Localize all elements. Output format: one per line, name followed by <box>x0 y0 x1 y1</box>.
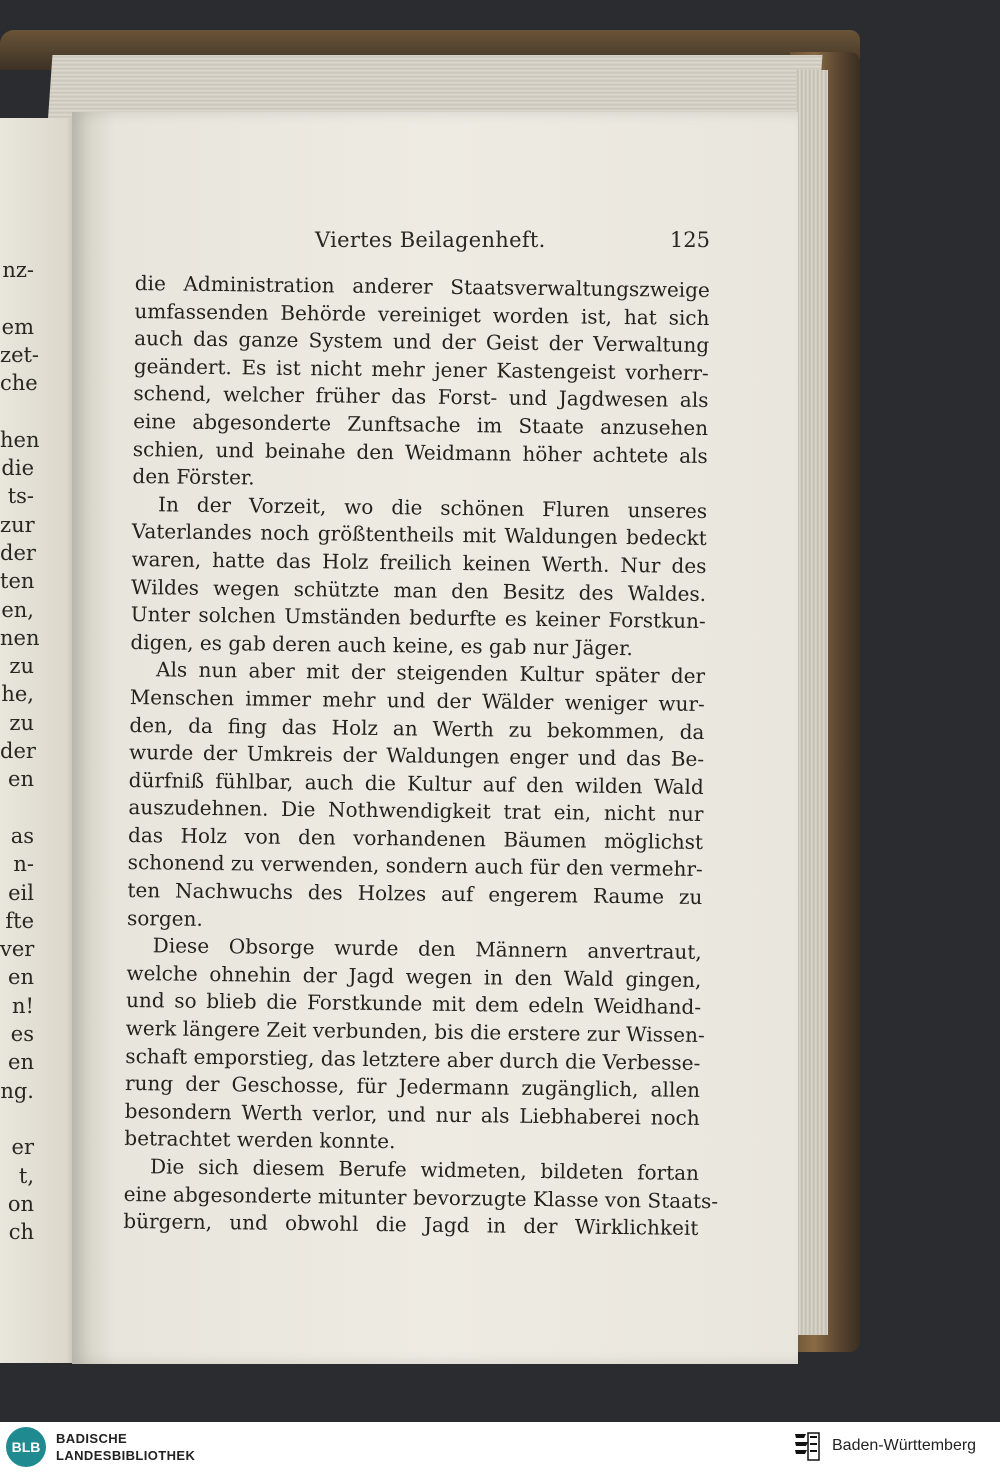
text-line: Wildes wegen schützte man den Besitz des Waldes. <box>130 574 707 606</box>
text-line: Menschen immer mehr und der Wälder weniger wur- <box>129 684 705 716</box>
text-line: besondern Werth verlor, und nur als Liebhaberei noch <box>124 1098 700 1130</box>
text-line: schonend zu verwenden, sondern auch für den vermehr- <box>127 850 703 882</box>
left-page-fragment: der <box>0 739 36 764</box>
left-page-fragment: n- <box>13 852 34 877</box>
text-line: die Administration anderer Staatsverwaltungszweige <box>134 270 710 303</box>
text-line: und so blieb die Forstkunde mit dem edeln Weidhand- <box>125 988 702 1020</box>
left-page-fragment: n! <box>12 993 34 1018</box>
text-line: digen, es gab deren auch keine, es gab nur Jäger. <box>130 629 633 660</box>
left-page-fragment: nz- <box>2 258 34 282</box>
left-page-fragment: ts- <box>7 484 34 509</box>
blb-logo[interactable]: BLB <box>6 1427 46 1467</box>
text-line: geändert. Es ist nicht mehr jener Kastengeist vorherr- <box>133 353 709 385</box>
left-page-fragment <box>0 794 34 822</box>
left-page-fragment: zu <box>9 654 34 679</box>
left-page-fragment: eil <box>8 880 34 905</box>
text-line: wurde der Umkreis der Waldungen enger und das Be- <box>128 740 705 772</box>
text-line: welche ohnehin der Jagd wegen in den Wald gingen, <box>126 960 702 992</box>
text-line: Unter solchen Umständen bedurfte es keiner Forstkun- <box>130 602 706 634</box>
left-page-text-fragments <box>0 256 40 1246</box>
left-page-fragment: ten <box>0 569 35 594</box>
left-page-fragment: nen <box>0 625 40 650</box>
text-line: ten Nachwuchs des Holzes auf engerem Raume zu <box>127 878 703 910</box>
left-page-fragment <box>0 284 34 312</box>
left-page-fragment: zu <box>9 710 34 735</box>
left-page-fragment: es <box>10 1022 34 1047</box>
library-name[interactable] <box>56 1430 195 1464</box>
left-page-fragment: ch <box>8 1220 34 1245</box>
text-line: schaft emporstieg, das letztere aber durch die Verbesse- <box>125 1043 701 1075</box>
text-line: schien, und beinahe den Weidmann höher achtete als <box>132 436 708 468</box>
text-line: werk längere Zeit verbunden, bis die erstere zur Wissen- <box>125 1015 705 1048</box>
text-line: Diese Obsorge wurde den Männern anvertraut, <box>152 933 702 965</box>
left-page-fragment: ng. <box>0 1078 34 1103</box>
left-page-fragment: hen <box>0 427 40 452</box>
running-head-title: Viertes Beilagenheft. <box>315 228 546 252</box>
text-line: betrachtet werden konnte. <box>124 1126 396 1154</box>
text-line: rung der Geschosse, für Jedermann zugänglich, allen <box>124 1071 701 1103</box>
left-page-fragment: en <box>8 1050 34 1075</box>
text-line: das Holz von den vorhandenen Bäumen möglichst <box>127 822 704 854</box>
left-page-fragment: der <box>0 540 36 565</box>
text-line: eine abgesonderte mitunter bevorzugte Klasse von Staats- <box>123 1181 719 1213</box>
left-page-fragment: die <box>1 456 34 481</box>
text-line: In der Vorzeit, wo die schönen Fluren unseres <box>157 492 708 523</box>
text-line: bürgern, und obwohl die Jagd in der Wirklichkeit <box>123 1209 699 1241</box>
page-body-text <box>123 270 719 1243</box>
left-page-fragment: on <box>7 1191 34 1216</box>
left-page-fragment: as <box>10 823 34 848</box>
text-line: Vaterlandes noch größtentheils mit Waldungen bedeckt <box>131 519 707 551</box>
footer-bar <box>0 1422 1000 1472</box>
left-page-fragment: en <box>8 767 34 792</box>
text-line: den, da fing das Holz an Werth zu bekommen, da <box>129 712 705 744</box>
left-page-fragment: zet- <box>0 342 40 367</box>
text-line: schend, welcher früher das Forst- und Jagdwesen als <box>133 381 709 413</box>
left-page-fragment: en, <box>1 597 34 622</box>
left-page-fragment: em <box>1 314 34 339</box>
text-line: waren, hatte das Holz freilich keinen Werth. Nur des <box>131 546 707 578</box>
text-line: Die sich diesem Berufe widmeten, bildeten fortan <box>149 1154 700 1185</box>
text-line: auch das ganze System und der Geist der Verwaltung <box>134 326 710 358</box>
left-page-fragment: ver <box>0 937 35 962</box>
text-line: den Förster. <box>132 464 255 490</box>
text-line: dürfniß fühlbar, auch die Kultur auf den wilden Wald <box>128 767 704 799</box>
left-page-fragment: en <box>8 965 34 990</box>
left-page-fragment <box>0 397 34 425</box>
left-page-fragment <box>0 1105 34 1133</box>
text-line: auszudehnen. Die Nothwendigkeit trat ein, nicht nur <box>128 795 704 827</box>
state-name[interactable]: Baden-Württemberg <box>832 1437 977 1454</box>
library-name-line2: LANDESBIBLIOTHEK <box>56 1448 196 1463</box>
left-page-fragment: fte <box>5 908 34 933</box>
baden-wuerttemberg-lions-icon <box>792 1430 822 1464</box>
library-name-line1: BADISCHE <box>56 1431 128 1446</box>
left-page-fragment: che <box>0 371 38 396</box>
left-page-fragment: er <box>11 1135 34 1160</box>
page-edges-right <box>796 70 828 1335</box>
text-line: Als nun aber mit der steigenden Kultur später der <box>155 657 706 689</box>
left-page-fragment: he, <box>1 682 34 707</box>
running-head <box>135 228 710 260</box>
left-page-fragment: zur <box>0 512 35 537</box>
page-number: 125 <box>669 228 710 252</box>
text-line: eine abgesonderte Zunftsache im Staate anzusehen <box>133 408 709 440</box>
text-line: umfassenden Behörde vereiniget worden ist, hat sich <box>134 298 710 330</box>
text-line: sorgen. <box>126 905 203 931</box>
left-page-fragment: t, <box>18 1163 34 1188</box>
